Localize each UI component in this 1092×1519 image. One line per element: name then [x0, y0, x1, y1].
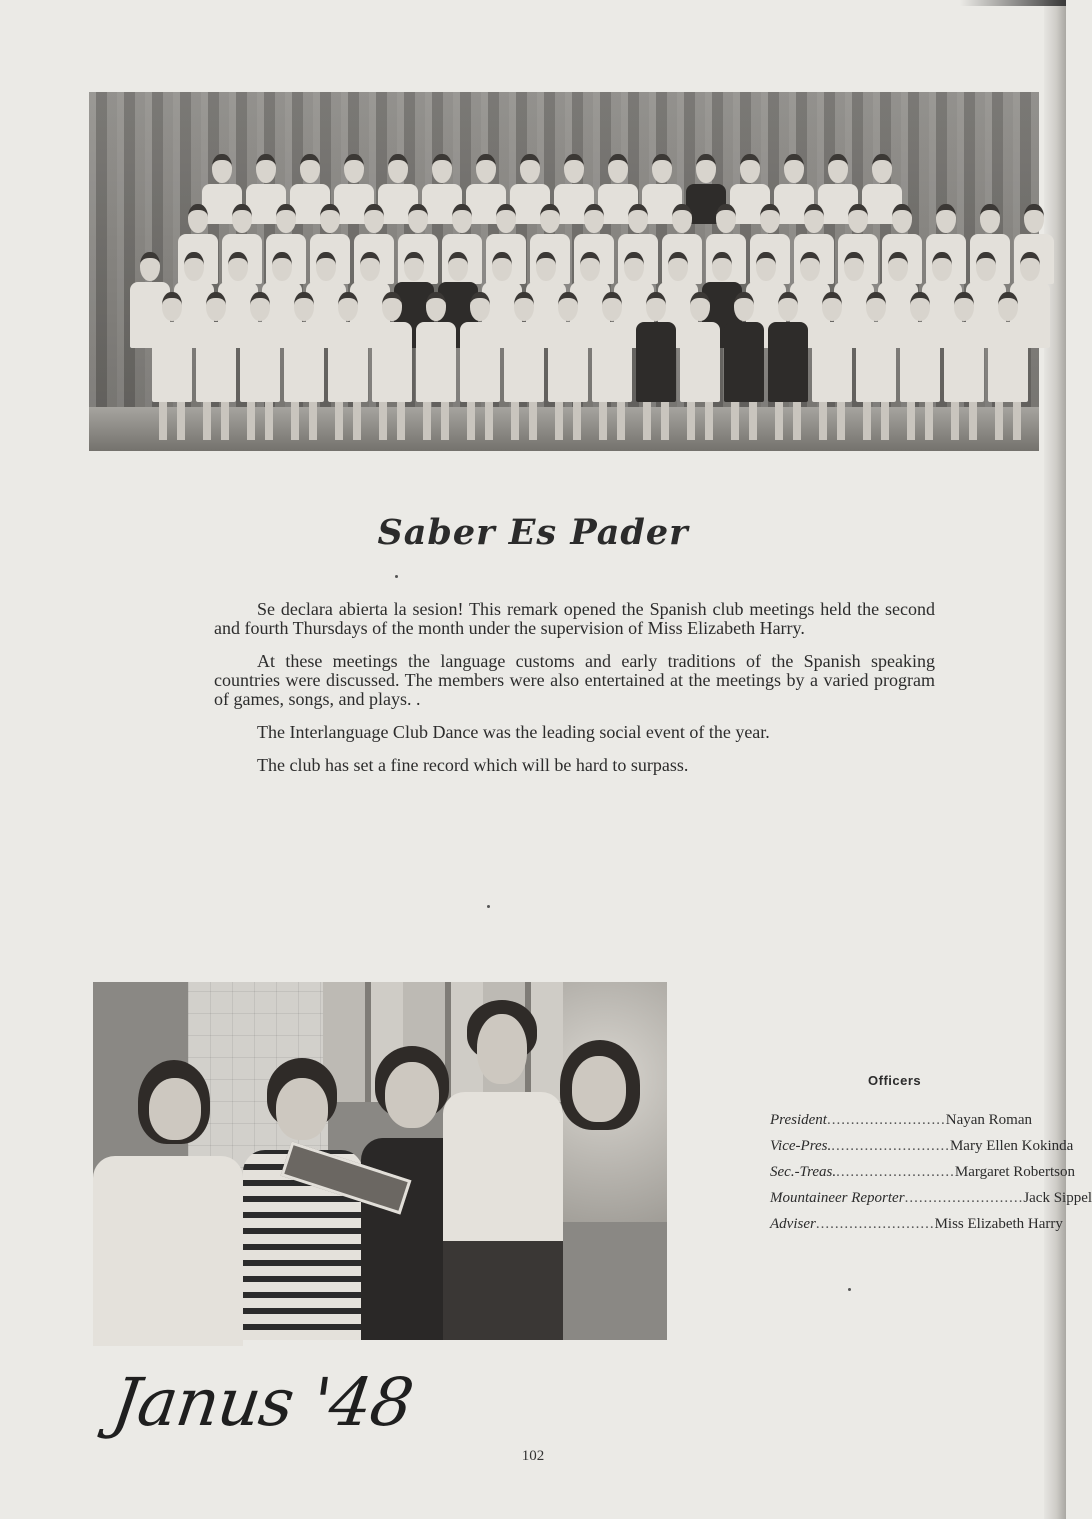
- club-member-figure: [195, 292, 237, 440]
- page-number: 102: [521, 1448, 545, 1464]
- leader-dots: .........................: [904, 1190, 1024, 1206]
- club-member-figure: [723, 292, 765, 440]
- leader-dots: .........................: [836, 1164, 955, 1180]
- photo-row: [151, 292, 1029, 440]
- club-member-figure: [239, 292, 281, 440]
- page-edge-top: [960, 0, 1066, 6]
- club-member-figure: [283, 292, 325, 440]
- club-member-figure: [811, 292, 853, 440]
- officers-heading: Officers: [868, 1073, 922, 1088]
- club-member-figure: [327, 292, 369, 440]
- officer-row: [770, 1138, 1074, 1164]
- club-member-figure: [503, 292, 545, 440]
- paragraph: The club has set a fine record which will be hard to surpass.: [257, 755, 689, 775]
- club-member-figure: [635, 292, 677, 440]
- officer-row: [770, 1190, 1092, 1216]
- club-group-photo: [89, 92, 1039, 451]
- person-figure: [93, 1060, 243, 1340]
- club-member-figure: [459, 292, 501, 440]
- officer-row: [770, 1216, 1063, 1242]
- officers-list: [770, 1112, 1092, 1242]
- officer-row: [770, 1164, 1075, 1190]
- person-figure: [243, 1058, 363, 1340]
- club-member-figure: [415, 292, 457, 440]
- club-member-figure: [151, 292, 193, 440]
- leader-dots: .........................: [815, 1216, 935, 1232]
- club-member-figure: [767, 292, 809, 440]
- officer-role: Mountaineer Reporter: [770, 1190, 905, 1206]
- club-member-figure: [591, 292, 633, 440]
- club-member-figure: [943, 292, 985, 440]
- leader-dots: .........................: [831, 1138, 950, 1154]
- club-member-figure: [547, 292, 589, 440]
- print-speck: [848, 1288, 851, 1291]
- paragraph: Se declara abierta la sesion! This remark opened the Spanish club meetings held the second and fourth Thursdays of the month under the supervision of Miss Elizabeth Harry.: [214, 599, 935, 638]
- club-title: Saber Es Pader: [377, 512, 689, 553]
- officers-photo: [93, 982, 667, 1340]
- club-member-figure: [679, 292, 721, 440]
- officer-name: Mary Ellen Kokinda: [949, 1138, 1074, 1154]
- person-figure: [528, 1040, 666, 1340]
- officer-name: Miss Elizabeth Harry: [934, 1216, 1063, 1232]
- print-speck: [395, 575, 398, 578]
- officer-role: Vice-Pres.: [770, 1138, 832, 1154]
- article-body: [214, 600, 935, 789]
- paragraph: At these meetings the language customs and early traditions of the Spanish speaking countries were discussed. The members were also entertained at the meetings by a varied program of games, songs, and plays. .: [214, 651, 935, 709]
- club-member-figure: [371, 292, 413, 440]
- yearbook-logo: Janus '48: [107, 1364, 418, 1441]
- club-member-figure: [899, 292, 941, 440]
- officer-role: President: [770, 1112, 827, 1128]
- officer-name: Jack Sippel: [1023, 1190, 1092, 1206]
- print-speck: [487, 905, 490, 908]
- leader-dots: .........................: [826, 1112, 946, 1128]
- officer-role: Adviser: [770, 1216, 816, 1232]
- paragraph: The Interlanguage Club Dance was the leading social event of the year.: [257, 722, 770, 742]
- officer-name: Margaret Robertson: [954, 1164, 1075, 1180]
- officer-role: Sec.-Treas.: [770, 1164, 837, 1180]
- club-member-figure: [987, 292, 1029, 440]
- club-member-figure: [855, 292, 897, 440]
- officer-row: [770, 1112, 1032, 1138]
- officer-name: Nayan Roman: [945, 1112, 1032, 1128]
